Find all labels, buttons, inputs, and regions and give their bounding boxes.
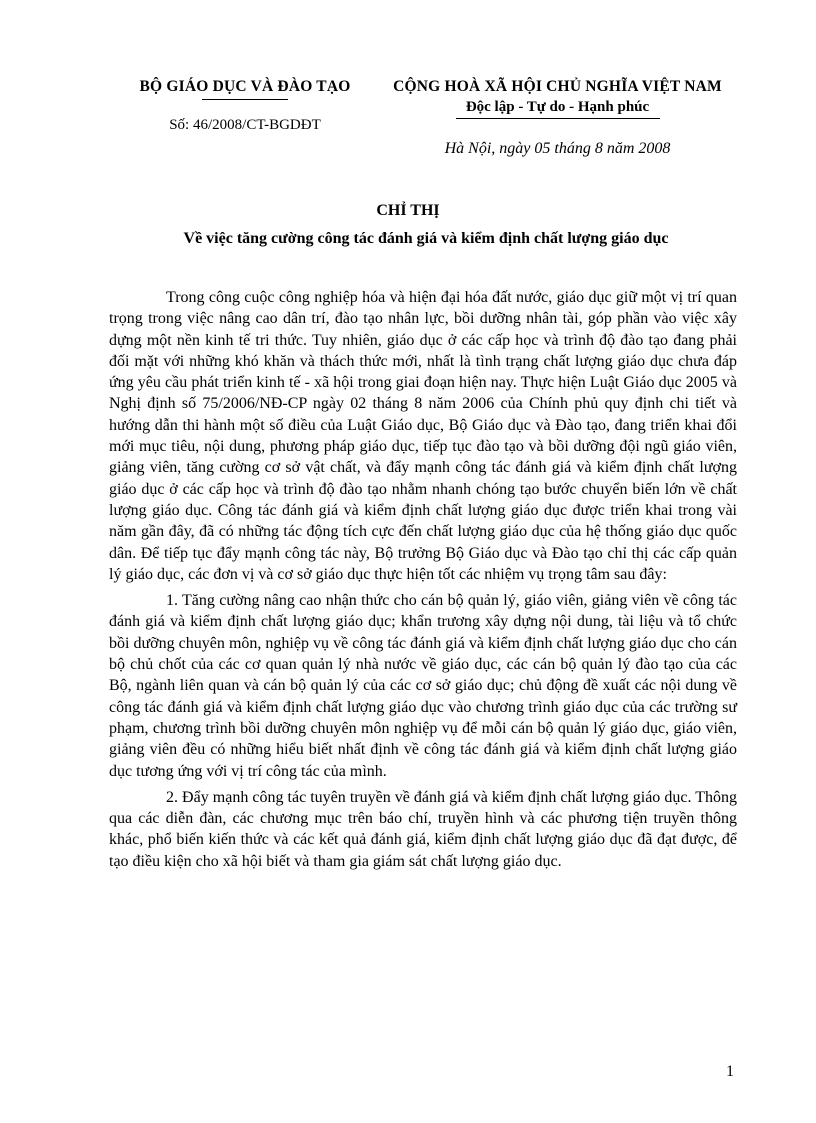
place-and-date: Hà Nội, ngày 05 tháng 8 năm 2008	[444, 140, 671, 157]
motto-underline	[456, 118, 660, 119]
page-number: 1	[726, 1063, 734, 1080]
organization-underline	[202, 99, 288, 100]
nation-name: CỘNG HOÀ XÃ HỘI CHỦ NGHĨA VIỆT NAM	[393, 78, 722, 95]
body-paragraph-intro: Trong công cuộc công nghiệp hóa và hiện đại hóa đất nước, giáo dục giữ một vị trí quan trọng trong việc nâng cao dân trí, đào tạo nhân lực, bồi dưỡng nhân tài, góp phần vào việc xây dựng một nền kinh tế tri thức. Tuy nhiên, giáo dục ở các cấp học và trình độ đào tạo đang phải đối mặt với những khó khăn và thách thức mới, nhất là tình trạng chất lượng giáo dục chưa đáp ứng yêu cầu phát triển kinh tế - xã hội trong giai đoạn hiện nay. Thực hiện Luật Giáo dục 2005 và Nghị định số 75/2006/NĐ-CP ngày 02 tháng 8 năm 2006 của Chính phủ quy định chi tiết và hướng dẫn thi hành một số điều của Luật Giáo dục, Bộ Giáo dục và Đào tạo, đang triển khai đổi mới mục tiêu, nội dung, phương pháp giáo dục, tiếp tục đào tạo và bồi dưỡng đội ngũ giáo viên, giảng viên, tăng cường cơ sở vật chất, và đẩy mạnh công tác đánh giá và kiểm định chất lượng giáo dục ở các cấp học và trình độ đào tạo nhằm nhanh chóng tạo bước chuyển biến lớn về chất lượng giáo dục. Công tác đánh giá và kiểm định chất lượng giáo dục được triển khai trong vài năm gần đây, đã có những tác động tích cực đến chất lượng giáo dục của hệ thống giáo dục quốc dân. Để tiếp tục đẩy mạnh công tác này, Bộ trưởng Bộ Giáo dục và Đào tạo chỉ thị các cấp quản lý giáo dục, các đơn vị và cơ sở giáo dục thực hiện tốt các nhiệm vụ trọng tâm sau đây:	[109, 289, 737, 583]
issuing-authority-block	[120, 78, 370, 134]
body-paragraph-item-2: 2. Đẩy mạnh công tác tuyên truyền về đánh giá và kiểm định chất lượng giáo dục. Thông qua các diễn đàn, các chương mục trên báo chí, truyền hình và các phương tiện truyền thông khác, phổ biến kiến thức và các kết quả đánh giá, kiểm định chất lượng giáo dục đã đạt được, để tạo điều kiện cho xã hội biết và tham gia giám sát chất lượng giáo dục.	[109, 788, 737, 870]
document-subtitle: Về việc tăng cường công tác đánh giá và kiểm định chất lượng giáo dục	[183, 230, 669, 247]
national-motto: Độc lập - Tự do - Hạnh phúc	[465, 99, 650, 115]
document-body	[109, 287, 737, 877]
national-header-block	[380, 78, 735, 119]
body-paragraph-item-1: 1. Tăng cường nâng cao nhận thức cho cán bộ quản lý, giáo viên, giảng viên về công tác đánh giá và kiểm định chất lượng giáo dục; khẩn trương xây dựng nội dung, tài liệu và tổ chức bồi dưỡng chuyên môn, nghiệp vụ về công tác đánh giá và kiểm định chất lượng giáo dục cho cán bộ chủ chốt của các cơ quan quản lý nhà nước về giáo dục, các cán bộ quản lý đào tạo của các Bộ, ngành liên quan và cán bộ quản lý của các cơ sở giáo dục; chủ động đề xuất các nội dung về công tác đánh giá và kiểm định chất lượng giáo dục vào chương trình giáo dục của các trường sư phạm, chương trình bồi dưỡng chuyên môn nghiệp vụ để mỗi cán bộ quản lý giáo dục, giáo viên, giảng viên đều có những hiểu biết nhất định về công tác đánh giá và kiểm định chất lượng giáo dục tương ứng với vị trí công tác của mình.	[109, 592, 737, 780]
organization-name: BỘ GIÁO DỤC VÀ ĐÀO TẠO	[139, 78, 351, 95]
document-number: Số: 46/2008/CT-BGDĐT	[169, 117, 321, 133]
document-title: CHỈ THỊ	[376, 202, 440, 219]
